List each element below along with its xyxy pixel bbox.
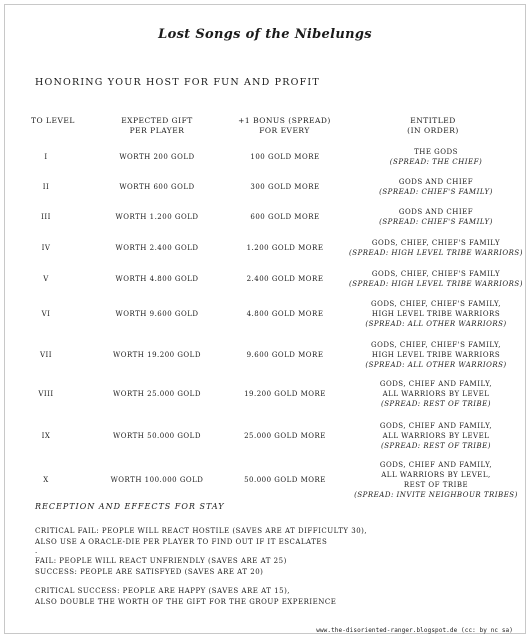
bonus-cell: 1.200 GOLD MORE xyxy=(246,244,324,252)
entitled-line: HIGH LEVEL TRIBE WARRIORS xyxy=(371,310,501,318)
bonus-cell: 100 GOLD MORE xyxy=(250,153,320,161)
gift-cell: WORTH 9.600 GOLD xyxy=(115,310,199,318)
entitled-line: REST OF TRIBE xyxy=(403,481,469,489)
entitled-line: GODS, CHIEF, CHIEF'S FAMILY xyxy=(371,239,501,247)
document-title: Lost Songs of the Nibelungs xyxy=(158,27,372,42)
entitled-line: (SPREAD: ALL OTHER WARRIORS) xyxy=(365,320,507,328)
entitled-line: (SPREAD: HIGH LEVEL TRIBE WARRIORS) xyxy=(349,249,523,257)
header-gift-line: PER PLAYER xyxy=(129,126,185,135)
header-to-level: TO LEVEL xyxy=(31,116,75,125)
critical-fail-line-2: ALSO USE A ORACLE-DIE PER PLAYER TO FIND OUT IF IT ESCALATES xyxy=(35,537,328,546)
bonus-cell: 9.600 GOLD MORE xyxy=(246,351,324,359)
level-cell: III xyxy=(41,213,51,221)
level-cell: IV xyxy=(41,244,51,252)
header-bonus-spread xyxy=(217,116,352,136)
bonus-cell: 19.200 GOLD MORE xyxy=(244,390,326,398)
header-bonus-line: FOR EVERY xyxy=(259,126,310,135)
bonus-cell: 50.000 GOLD MORE xyxy=(244,476,326,484)
level-cell: IX xyxy=(41,432,51,440)
entitled-cell xyxy=(341,177,531,197)
document-page xyxy=(4,4,526,634)
entitled-line: ALL WARRIORS BY LEVEL xyxy=(382,432,490,440)
critical-fail-line-1: CRITICAL FAIL: PEOPLE WILL REACT HOSTILE (SAVES ARE AT DIFFICULTY 30), xyxy=(35,527,368,535)
entitled-cell xyxy=(341,238,531,258)
entitled-line: (SPREAD: CHIEF'S FAMILY) xyxy=(379,188,493,196)
header-entitled xyxy=(353,116,513,136)
entitled-line: GODS, CHIEF, CHIEF'S FAMILY, xyxy=(370,300,501,308)
entitled-cell xyxy=(341,379,531,409)
bonus-cell: 4.800 GOLD MORE xyxy=(246,310,324,318)
level-cell: V xyxy=(43,275,49,283)
success-line: SUCCESS: PEOPLE ARE SATISFYED (SAVES ARE AT 20) xyxy=(35,567,264,576)
entitled-cell xyxy=(341,207,531,227)
entitled-cell xyxy=(341,147,531,167)
header-entitled-line: ENTITLED xyxy=(410,116,456,125)
footer-credit: www.the-disoriented-ranger.blogspot.de (cc: by nc sa) xyxy=(316,627,513,634)
entitled-line: (SPREAD: INVITE NEIGHBOUR TRIBES) xyxy=(354,491,518,499)
fail-line: FAIL: PEOPLE WILL REACT UNFRIENDLY (SAVES ARE AT 25) xyxy=(35,557,287,565)
entitled-line: (SPREAD: THE CHIEF) xyxy=(389,158,483,166)
gift-cell: WORTH 25.000 GOLD xyxy=(113,390,201,398)
entitled-line: ALL WARRIORS BY LEVEL, xyxy=(381,471,491,479)
entitled-line: GODS, CHIEF AND FAMILY, xyxy=(379,380,493,388)
entitled-cell xyxy=(341,460,531,500)
entitled-line: (SPREAD: HIGH LEVEL TRIBE WARRIORS) xyxy=(349,280,523,288)
level-cell: VII xyxy=(39,351,53,359)
entitled-line: (SPREAD: REST OF TRIBE) xyxy=(381,442,491,450)
entitled-cell xyxy=(341,299,531,329)
entitled-line: ALL WARRIORS BY LEVEL xyxy=(382,390,490,398)
reception-notes xyxy=(35,526,505,607)
entitled-line: HIGH LEVEL TRIBE WARRIORS xyxy=(371,351,501,359)
bonus-cell: 300 GOLD MORE xyxy=(250,183,320,191)
entitled-line: GODS, CHIEF AND FAMILY, xyxy=(379,461,493,469)
header-expected-gift xyxy=(97,116,217,136)
entitled-line: GODS, CHIEF AND FAMILY, xyxy=(379,422,493,430)
document-subtitle: HONORING YOUR HOST FOR FUN AND PROFIT xyxy=(35,77,320,88)
entitled-cell xyxy=(341,421,531,451)
bonus-cell: 2.400 GOLD MORE xyxy=(246,275,324,283)
entitled-line: (SPREAD: CHIEF'S FAMILY) xyxy=(379,218,493,226)
bonus-cell: 25.000 GOLD MORE xyxy=(244,432,326,440)
spacer xyxy=(35,577,505,586)
bonus-cell: 600 GOLD MORE xyxy=(250,213,320,221)
gift-cell: WORTH 4.800 GOLD xyxy=(115,275,199,283)
header-bonus-line: +1 BONUS (SPREAD) xyxy=(238,116,331,125)
entitled-line: GODS, CHIEF, CHIEF'S FAMILY xyxy=(371,270,501,278)
gift-cell: WORTH 1.200 GOLD xyxy=(115,213,199,221)
level-cell: VIII xyxy=(38,390,54,398)
gift-cell: WORTH 50.000 GOLD xyxy=(113,432,201,440)
critical-success-line-2: ALSO DOUBLE THE WORTH OF THE GIFT FOR THE GROUP EXPERIENCE xyxy=(35,597,337,606)
level-cell: II xyxy=(42,183,50,191)
entitled-line: THE GODS xyxy=(414,148,458,156)
reception-title: RECEPTION AND EFFECTS FOR STAY xyxy=(35,502,225,511)
critical-success-line-1: CRITICAL SUCCESS: PEOPLE ARE HAPPY (SAVES ARE AT 15), xyxy=(35,587,291,595)
gift-cell: WORTH 600 GOLD xyxy=(119,183,195,191)
gift-cell: WORTH 200 GOLD xyxy=(119,153,195,161)
gift-cell: WORTH 19.200 GOLD xyxy=(113,351,201,359)
entitled-cell xyxy=(341,269,531,289)
separator: . xyxy=(35,547,38,555)
gift-cell: WORTH 100.000 GOLD xyxy=(110,476,204,484)
entitled-line: (SPREAD: ALL OTHER WARRIORS) xyxy=(365,361,507,369)
entitled-line: GODS, CHIEF, CHIEF'S FAMILY, xyxy=(370,341,501,349)
gift-cell: WORTH 2.400 GOLD xyxy=(115,244,199,252)
entitled-cell xyxy=(341,340,531,370)
entitled-line: GODS AND CHIEF xyxy=(398,178,474,186)
level-cell: X xyxy=(43,476,49,484)
level-cell: I xyxy=(44,153,48,161)
entitled-line: GODS AND CHIEF xyxy=(398,208,474,216)
header-entitled-line: (IN ORDER) xyxy=(407,126,459,135)
entitled-line: (SPREAD: REST OF TRIBE) xyxy=(381,400,491,408)
level-cell: VI xyxy=(41,310,51,318)
header-gift-line: EXPECTED GIFT xyxy=(121,116,193,125)
